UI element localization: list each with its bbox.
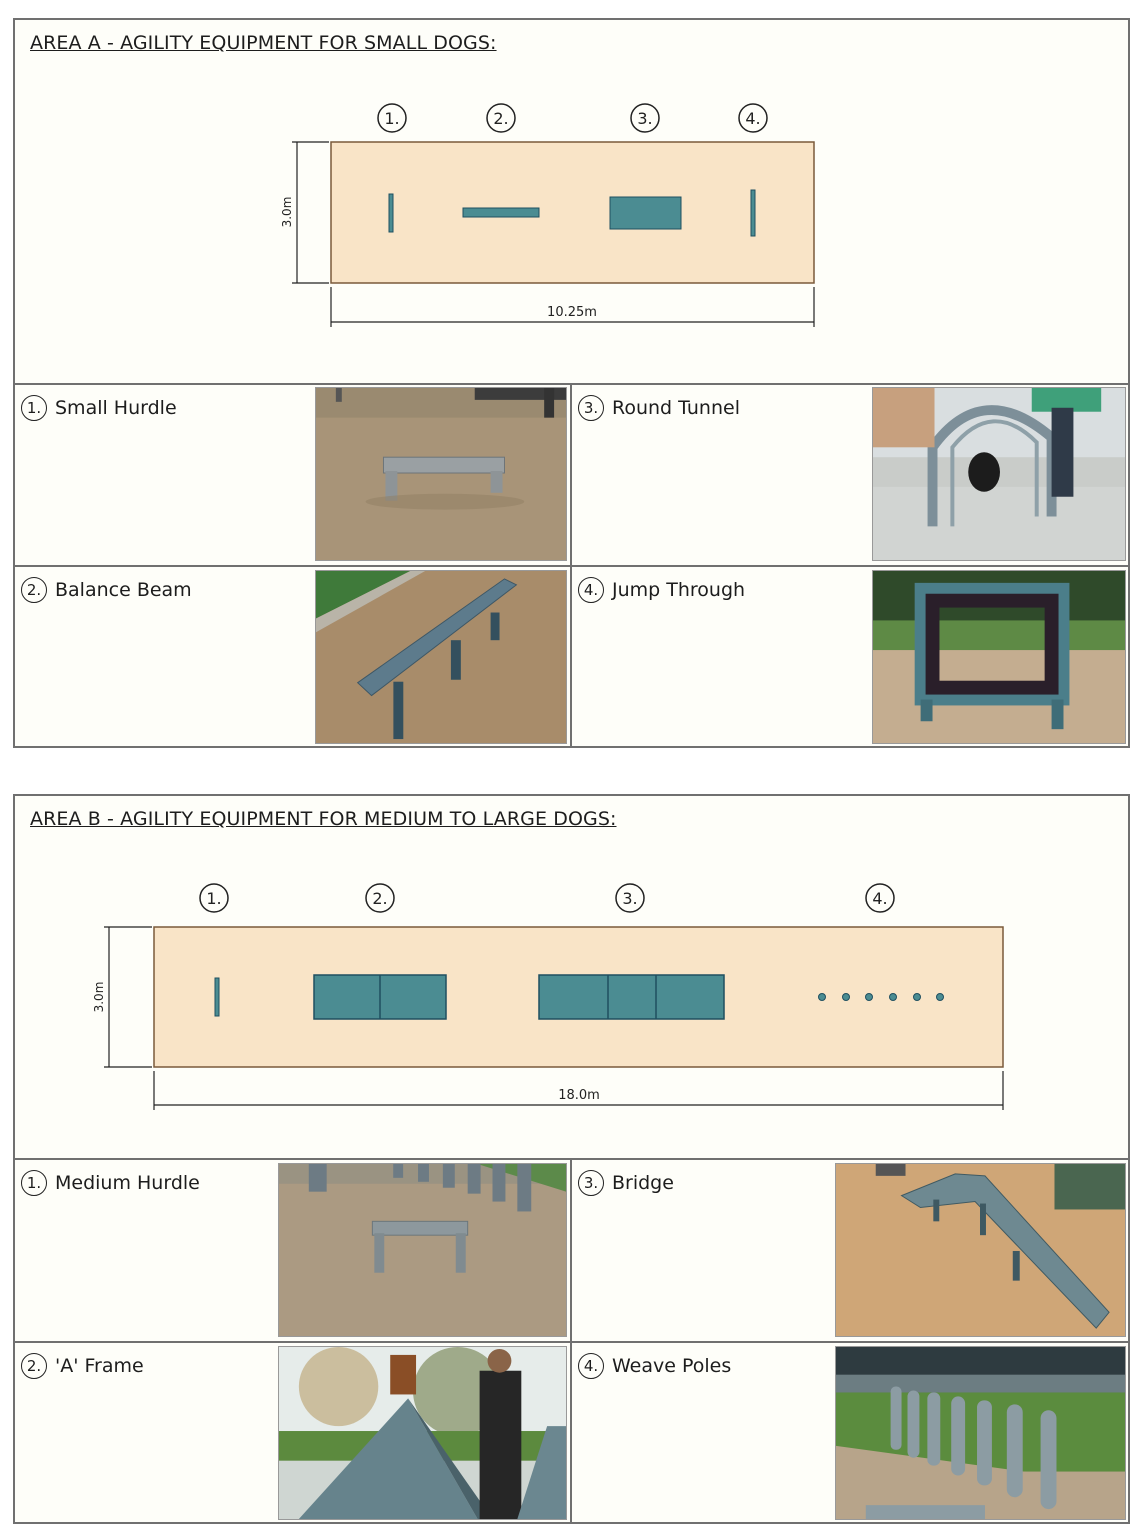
item-name: Bridge bbox=[612, 1172, 674, 1194]
item-number-badge: 4. bbox=[578, 1353, 604, 1379]
area-a-height-label: 3.0m bbox=[280, 196, 294, 228]
small-hurdle-photo bbox=[315, 387, 567, 561]
jump-through-photo bbox=[872, 570, 1126, 744]
area-a-balance-beam-mark bbox=[463, 208, 539, 217]
area-b-width-label: 18.0m bbox=[558, 1088, 600, 1103]
area-b-item-weave-poles bbox=[572, 1343, 1130, 1524]
item-number-badge: 2. bbox=[21, 1353, 47, 1379]
area-a-item-jump-through bbox=[572, 567, 1130, 747]
balance-beam-photo bbox=[315, 570, 567, 744]
area-b-marker-1: 1. bbox=[206, 889, 222, 908]
area-a-item-round-tunnel bbox=[572, 385, 1130, 565]
item-number-badge: 4. bbox=[578, 577, 604, 603]
area-a-item-balance-beam bbox=[15, 567, 570, 747]
round-tunnel-photo bbox=[872, 387, 1126, 561]
area-a-width-label: 10.25m bbox=[547, 305, 597, 320]
item-number-badge: 3. bbox=[578, 1170, 604, 1196]
area-b-item-bridge bbox=[572, 1160, 1130, 1341]
area-b-height-label: 3.0m bbox=[92, 981, 106, 1013]
area-a-round-tunnel-mark bbox=[610, 197, 681, 229]
area-a-jump-through-mark bbox=[751, 190, 755, 236]
area-b-medium-hurdle-mark bbox=[215, 978, 219, 1016]
area-b-a-frame-mark bbox=[314, 975, 446, 1019]
area-b-plan-diagram bbox=[15, 796, 1128, 1161]
item-name: Round Tunnel bbox=[612, 397, 740, 419]
area-a-title: AREA A - AGILITY EQUIPMENT FOR SMALL DOGS: bbox=[30, 32, 497, 54]
area-b-marker-4: 4. bbox=[872, 889, 888, 908]
area-a-marker-3: 3. bbox=[637, 109, 653, 128]
item-name: 'A' Frame bbox=[55, 1355, 144, 1377]
bridge-photo bbox=[835, 1163, 1126, 1337]
area-b-marker-3: 3. bbox=[622, 889, 638, 908]
area-a-marker-1: 1. bbox=[384, 109, 400, 128]
area-b-title: AREA B - AGILITY EQUIPMENT FOR MEDIUM TO LARGE DOGS: bbox=[30, 808, 617, 830]
item-number-badge: 2. bbox=[21, 577, 47, 603]
area-a-marker-4: 4. bbox=[745, 109, 761, 128]
item-number-badge: 1. bbox=[21, 395, 47, 421]
area-b-panel bbox=[13, 794, 1130, 1524]
area-b-item-medium-hurdle bbox=[15, 1160, 570, 1341]
item-number-badge: 3. bbox=[578, 395, 604, 421]
item-name: Medium Hurdle bbox=[55, 1172, 200, 1194]
item-name: Small Hurdle bbox=[55, 397, 177, 419]
medium-hurdle-photo bbox=[278, 1163, 567, 1337]
area-a-marker-2: 2. bbox=[493, 109, 509, 128]
area-a-small-hurdle-mark bbox=[389, 194, 393, 232]
item-name: Weave Poles bbox=[612, 1355, 732, 1377]
area-b-bridge-mark bbox=[539, 975, 724, 1019]
item-number-badge: 1. bbox=[21, 1170, 47, 1196]
area-b-item-a-frame bbox=[15, 1343, 570, 1524]
area-a-panel bbox=[13, 18, 1130, 748]
area-b-marker-2: 2. bbox=[372, 889, 388, 908]
area-a-item-small-hurdle bbox=[15, 385, 570, 565]
item-name: Balance Beam bbox=[55, 579, 192, 601]
area-a-ground bbox=[331, 142, 814, 283]
area-a-plan-diagram bbox=[15, 20, 1128, 385]
a-frame-photo bbox=[278, 1346, 567, 1520]
weave-poles-photo bbox=[835, 1346, 1126, 1520]
item-name: Jump Through bbox=[612, 579, 746, 601]
